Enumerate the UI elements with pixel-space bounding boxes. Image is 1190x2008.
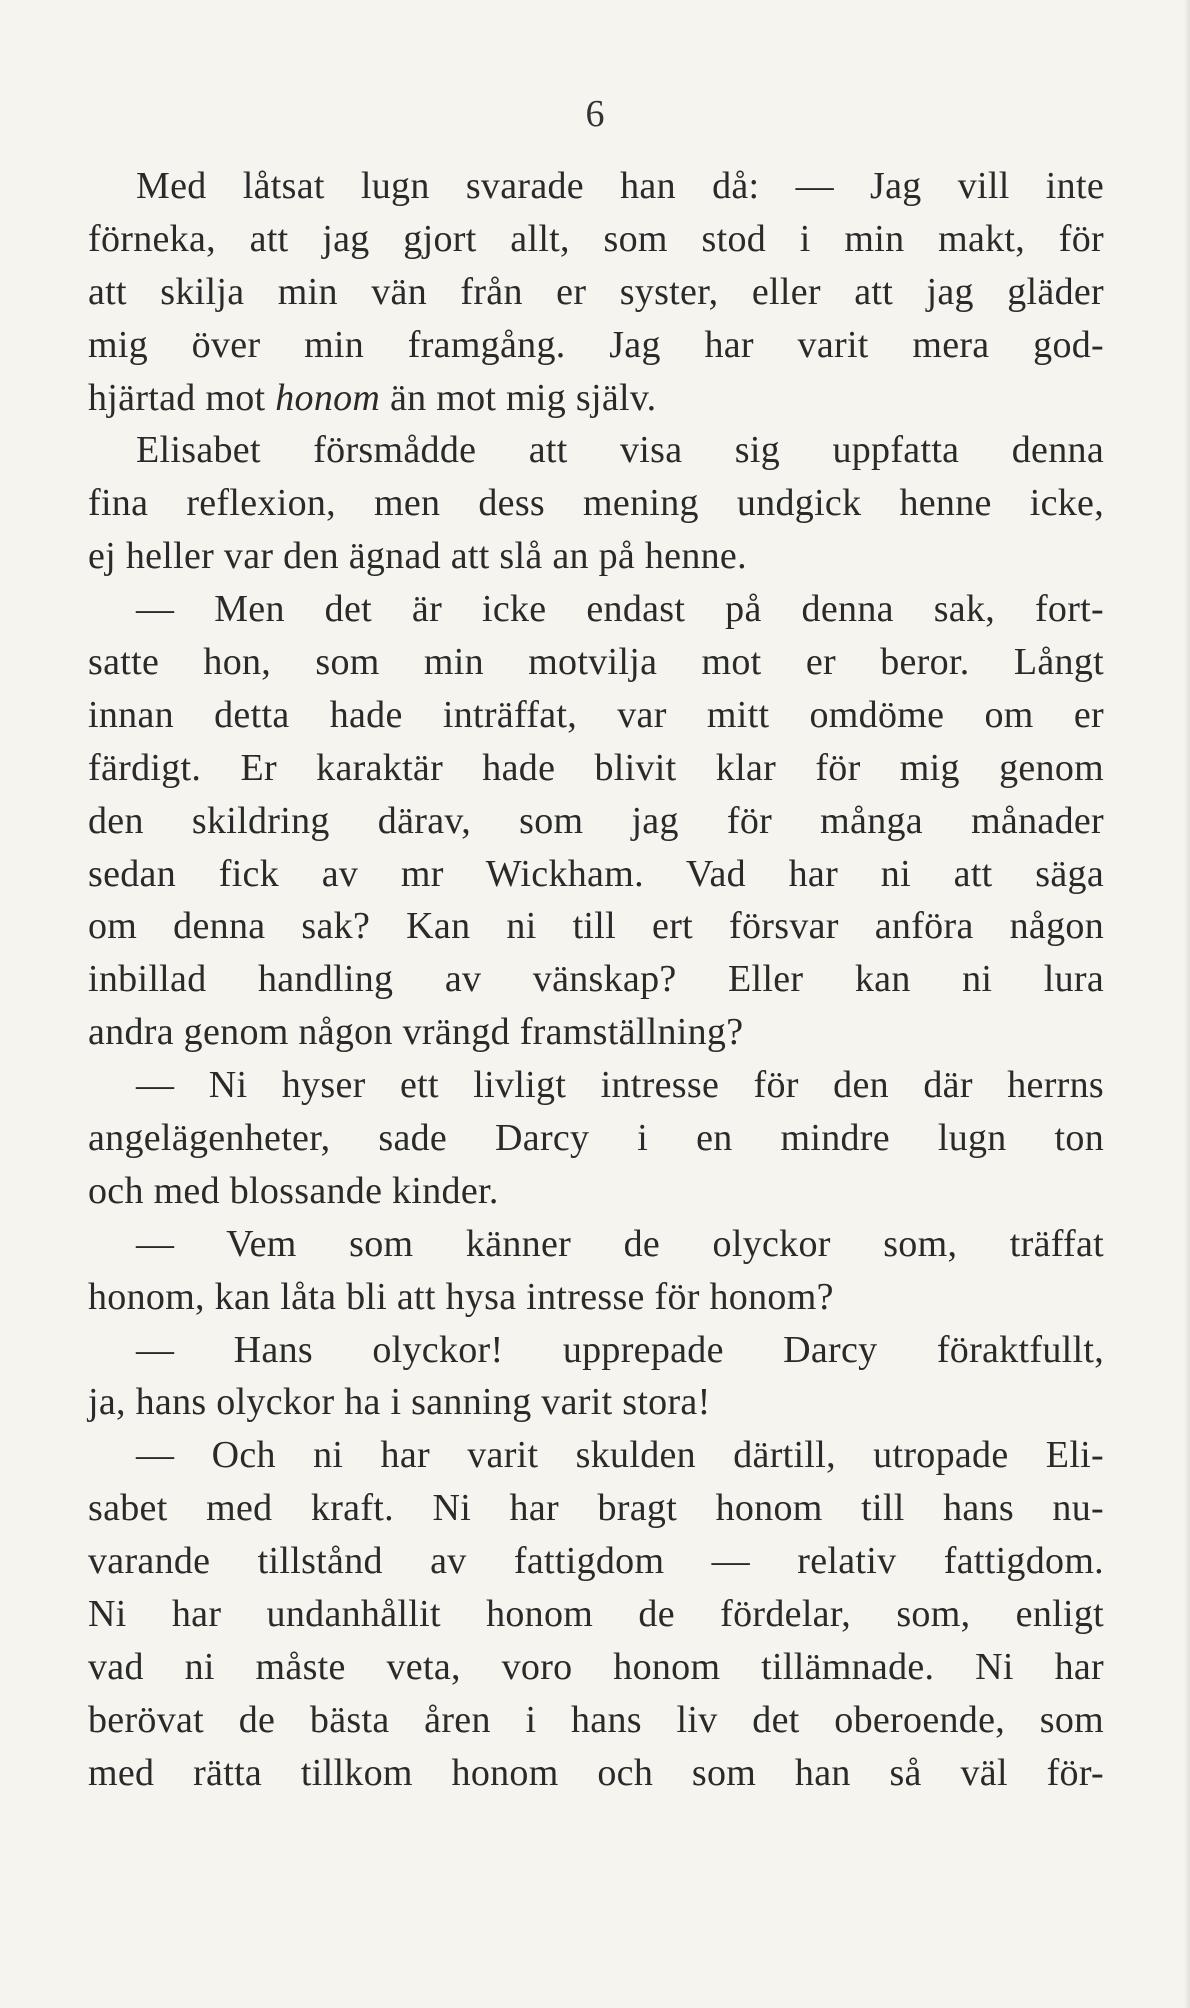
text-line: Med låtsat lugn svarade han då: — Jag vill inte bbox=[136, 165, 1104, 207]
text-line: — Vem som känner de olyckor som, träffat bbox=[136, 1222, 1104, 1265]
text-line: med rätta tillkom honom och som han så väl för- bbox=[88, 1751, 1104, 1794]
text-line: färdigt. Er karaktär hade blivit klar för mig genom bbox=[88, 746, 1104, 789]
page-edge-shadow bbox=[1184, 0, 1190, 2008]
text-line: andra genom någon vrängd framställning? bbox=[88, 1011, 744, 1054]
text-line: ja, hans olyckor ha i sanning varit stora! bbox=[88, 1381, 711, 1424]
text-line: inbillad handling av vänskap? Eller kan ni lura bbox=[88, 958, 1104, 1001]
text-line: innan detta hade inträffat, var mitt omdöme om er bbox=[88, 693, 1104, 736]
text-line: angelägenheter, sade Darcy i en mindre lugn ton bbox=[88, 1117, 1104, 1160]
text-line: berövat de bästa åren i hans liv det oberoende, som bbox=[88, 1698, 1104, 1741]
text-line: satte hon, som min motvilja mot er beror. Långt bbox=[88, 641, 1104, 684]
text-line: mig över min framgång. Jag har varit mera god- bbox=[88, 323, 1104, 366]
text-line: att skilja min vän från er syster, eller att jag gläder bbox=[88, 270, 1104, 313]
text-line: förneka, att jag gjort allt, som stod i min makt, för bbox=[88, 217, 1104, 260]
text-line: — Och ni har varit skulden därtill, utropade Eli- bbox=[136, 1434, 1104, 1477]
text-line: sabet med kraft. Ni har bragt honom till hans nu- bbox=[88, 1487, 1104, 1530]
text-line: varande tillstånd av fattigdom — relativ fattigdom. bbox=[88, 1540, 1104, 1583]
text-line: och med blossande kinder. bbox=[88, 1169, 499, 1212]
text-line: Elisabet försmådde att visa sig uppfatta denna bbox=[136, 429, 1104, 472]
text-line: — Ni hyser ett livligt intresse för den där herrns bbox=[136, 1064, 1104, 1107]
text-line: sedan fick av mr Wickham. Vad har ni att säga bbox=[88, 852, 1104, 895]
text-line: den skildring därav, som jag för många månader bbox=[88, 799, 1104, 842]
emphasized-word: honom bbox=[275, 376, 381, 419]
text-line: — Men det är icke endast på denna sak, fort- bbox=[136, 588, 1104, 631]
text-line: Ni har undanhållit honom de fördelar, som, enligt bbox=[88, 1593, 1104, 1636]
text-line: fina reflexion, men dess mening undgick henne icke, bbox=[88, 482, 1104, 525]
text-line: vad ni måste veta, voro honom tillämnade. Ni har bbox=[88, 1645, 1104, 1688]
text-line: ej heller var den ägnad att slå an på henne. bbox=[88, 535, 747, 578]
text-line: — Hans olyckor! upprepade Darcy föraktfullt, bbox=[136, 1328, 1104, 1371]
text-line: hjärtad mot honom än mot mig själv. bbox=[88, 376, 657, 419]
text-line: honom, kan låta bli att hysa intresse för honom? bbox=[88, 1275, 834, 1318]
text-line: om denna sak? Kan ni till ert försvar anföra någon bbox=[88, 905, 1104, 948]
page-number: 6 bbox=[585, 93, 605, 135]
body-text bbox=[88, 160, 1104, 1800]
